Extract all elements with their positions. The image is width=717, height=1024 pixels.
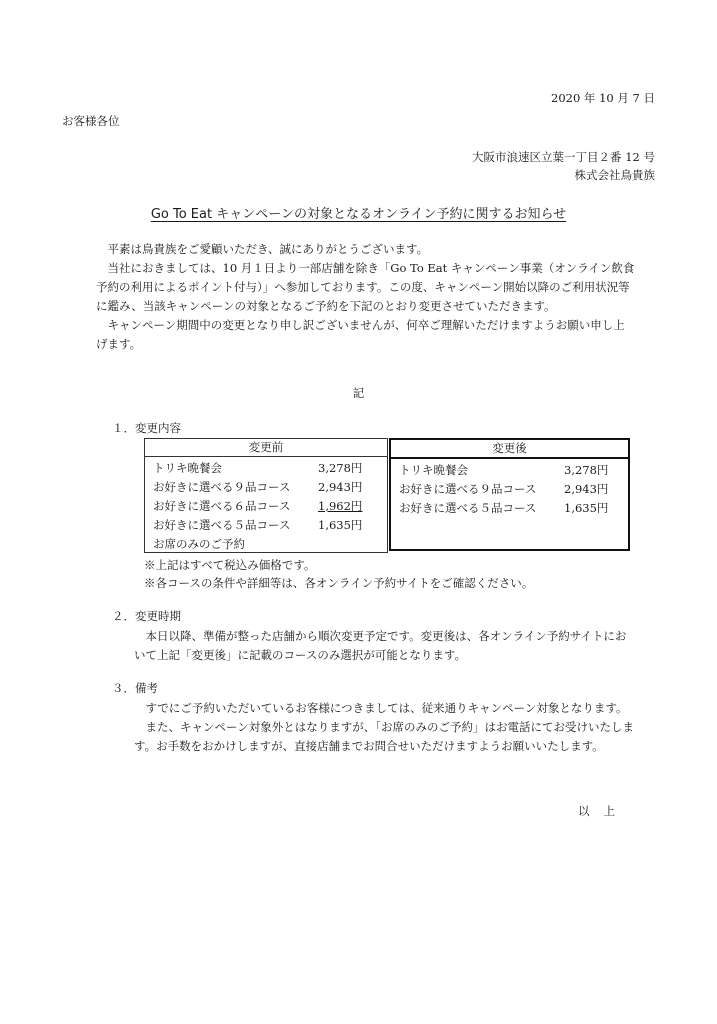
change-table <box>144 438 630 553</box>
ki-mark: 記 <box>352 386 365 400</box>
remarks-paragraph: また、キャンペーン対象外とはなりますが、「お席のみのご予約」はお電話にてお受けいたします。お手数をおかけしますが、直接店舗までお問合せいただけますようお願いいたします。 <box>134 720 635 753</box>
body-text <box>96 240 636 354</box>
body-paragraph: 平素は鳥貴族をご愛顧いただき、誠にありがとうございます。 <box>107 242 429 256</box>
before-table <box>144 438 388 553</box>
table-row: お好きに選べる９品コース 2,943円 <box>399 482 609 496</box>
body-paragraph: 当社におきましては、10 月１日より一部店舗を除き「Go To Eat キャンペーン事業（オンライン飲食予約の利用によるポイント付与）」へ参加しております。この度、キャンペーン開始以降のご利用状況等に鑑み、当該キャンペーンの対象となるご予約を下記のとおり変更させていただきます。 <box>96 261 635 313</box>
timing-text: 本日以降、準備が整った店舗から順次変更予定です。変更後は、各オンライン予約サイトにおいて上記「変更後」に記載のコースのみ選択が可能となります。 <box>134 629 627 662</box>
after-header: 変更後 <box>391 440 628 459</box>
company-name: 株式会社鳥貴族 <box>574 168 655 182</box>
recipient: お客様各位 <box>62 114 120 128</box>
body-paragraph: キャンペーン期間中の変更となり申し訳ございませんが、何卒ご理解いただけますようお願い申し上げます。 <box>96 318 625 351</box>
remarks-paragraph: すでにご予約いただいているお客様につきましては、従来通りキャンペーン対象となります。 <box>145 701 628 715</box>
table-row: お席のみのご予約 <box>153 537 245 551</box>
before-header: 変更前 <box>145 439 387 457</box>
table-row: トリキ晩餐会 3,278円 <box>153 461 363 475</box>
section-heading-changes: １．変更内容 <box>112 421 181 435</box>
document-title: Go To Eat キャンペーンの対象となるオンライン予約に関するお知らせ <box>150 207 567 222</box>
table-row: お好きに選べる６品コース 1,962円 <box>153 499 363 513</box>
table-row: お好きに選べる５品コース 1,635円 <box>153 518 363 532</box>
section-heading-timing: ２．変更時期 <box>112 609 181 623</box>
document-date: 2020 年 10 月 7 日 <box>551 91 655 105</box>
table-row: お好きに選べる５品コース 1,635円 <box>399 501 609 515</box>
after-table <box>389 438 630 551</box>
table-row: お好きに選べる９品コース 2,943円 <box>153 480 363 494</box>
closing-mark: 以上 <box>578 804 629 818</box>
address-line: 大阪市浪速区立葉一丁目２番 12 号 <box>472 150 655 164</box>
section-heading-remarks: ３．備考 <box>112 681 158 695</box>
table-row: トリキ晩餐会 3,278円 <box>399 463 609 477</box>
notes <box>144 556 533 592</box>
remarks-text <box>134 699 634 756</box>
sender-address <box>472 148 655 184</box>
note-line: ※各コースの条件や詳細等は、各オンライン予約サイトをご確認ください。 <box>144 576 534 590</box>
note-line: ※上記はすべて税込み価格です。 <box>144 558 316 572</box>
